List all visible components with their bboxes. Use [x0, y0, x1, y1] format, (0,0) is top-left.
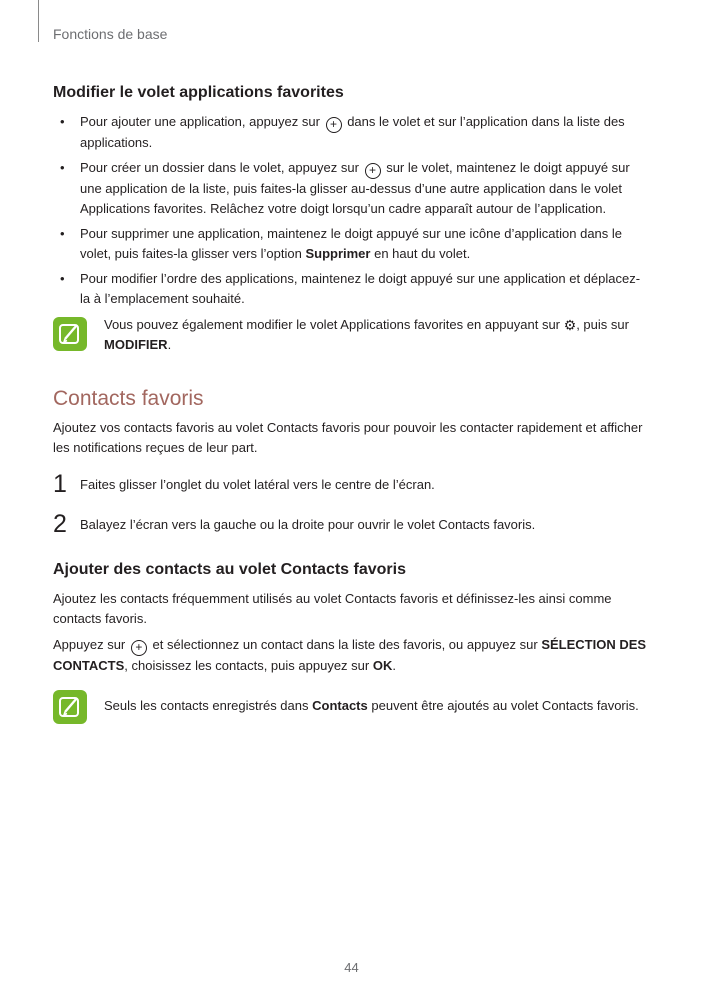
list-item — [53, 224, 649, 264]
note-text — [104, 315, 649, 355]
option-label: OK — [372, 658, 393, 673]
note-text-part: peuvent être ajoutés au volet Contacts favoris. — [371, 698, 639, 713]
paragraph-part: . — [392, 658, 396, 673]
note-text-part: Seuls les contacts enregistrés dans — [104, 698, 309, 713]
paragraph-part: , choisissez les contacts, puis appuyez sur — [124, 658, 370, 673]
bullet-text: en haut du volet. — [374, 246, 471, 261]
page-number: 44 — [344, 960, 359, 975]
plus-icon: + — [365, 163, 381, 179]
paragraph — [53, 635, 649, 676]
list-item — [53, 112, 649, 153]
step-number: 2 — [53, 510, 67, 538]
header-rule — [38, 0, 39, 42]
bullet-text: Pour modifier l’ordre des applications, maintenez le doigt appuyé sur une application et déplacez-la à l’emplacement souhaité. — [80, 271, 641, 306]
paragraph: Ajoutez les contacts fréquemment utilisés au volet Contacts favoris et définissez-les ainsi comme contacts favoris. — [53, 591, 612, 626]
subsection-heading: Ajouter des contacts au volet Contacts favoris — [53, 561, 406, 578]
note-box — [53, 315, 649, 355]
intro-paragraph: Ajoutez vos contacts favoris au volet Contacts favoris pour pouvoir les contacter rapidement et afficher les notifications reçues de leur part. — [53, 420, 643, 455]
bullet-icon: • — [60, 271, 65, 286]
bullet-text: dans le volet et sur l’application dans la liste des applications. — [80, 114, 625, 150]
paragraph-part: et sélectionnez un contact dans la liste des favoris, ou appuyez sur — [152, 637, 538, 652]
bullet-text: Pour créer un dossier dans le volet, appuyez sur — [80, 160, 359, 175]
page-content — [53, 82, 649, 728]
bullet-list — [53, 112, 649, 309]
bullet-icon: • — [60, 160, 65, 175]
option-label: MODIFIER — [104, 337, 168, 352]
note-text-part: . — [167, 337, 172, 352]
gear-icon: ⚙ — [563, 317, 577, 333]
bullet-text: sur le volet, maintenez le doigt appuyé sur une application de la liste, puis faites-la glisser au-dessus d’une autre application dans le volet Applications favorites. Relâchez votre doigt lorsqu’un cadre apparaît autour de l’application. — [80, 160, 630, 216]
note-icon — [53, 690, 87, 724]
option-label: Contacts — [312, 698, 368, 713]
list-item — [53, 269, 649, 309]
plus-icon: + — [326, 117, 342, 133]
step-text: Faites glisser l’onglet du volet latéral vers le centre de l’écran. — [80, 477, 435, 492]
list-item — [53, 158, 649, 219]
option-label: SÉLECTION DES CONTACTS — [53, 637, 647, 673]
section-heading: Modifier le volet applications favorites — [53, 84, 344, 101]
note-text-part: Vous pouvez également modifier le volet Applications favorites en appuyant sur — [104, 317, 560, 332]
plus-icon: + — [131, 640, 147, 656]
bullet-icon: • — [60, 226, 65, 241]
step-number: 1 — [53, 470, 67, 498]
note-text-part: , puis sur — [576, 317, 629, 332]
note-box — [53, 688, 649, 728]
section-title: Contacts favoris — [53, 387, 204, 410]
step-2 — [53, 510, 649, 538]
option-label: Supprimer — [305, 246, 371, 261]
note-icon — [53, 317, 87, 351]
step-text: Balayez l’écran vers la gauche ou la droite pour ouvrir le volet Contacts favoris. — [80, 517, 536, 532]
note-text — [104, 688, 649, 716]
bullet-text: Pour ajouter une application, appuyez sur — [80, 114, 320, 129]
running-header: Fonctions de base — [53, 26, 168, 42]
paragraph-part: Appuyez sur — [53, 637, 126, 652]
step-1 — [53, 470, 649, 498]
bullet-text: Pour supprimer une application, maintenez le doigt appuyé sur une icône d’application dans le volet, puis faites-la glisser vers l’option — [80, 226, 623, 261]
bullet-icon: • — [60, 114, 65, 129]
